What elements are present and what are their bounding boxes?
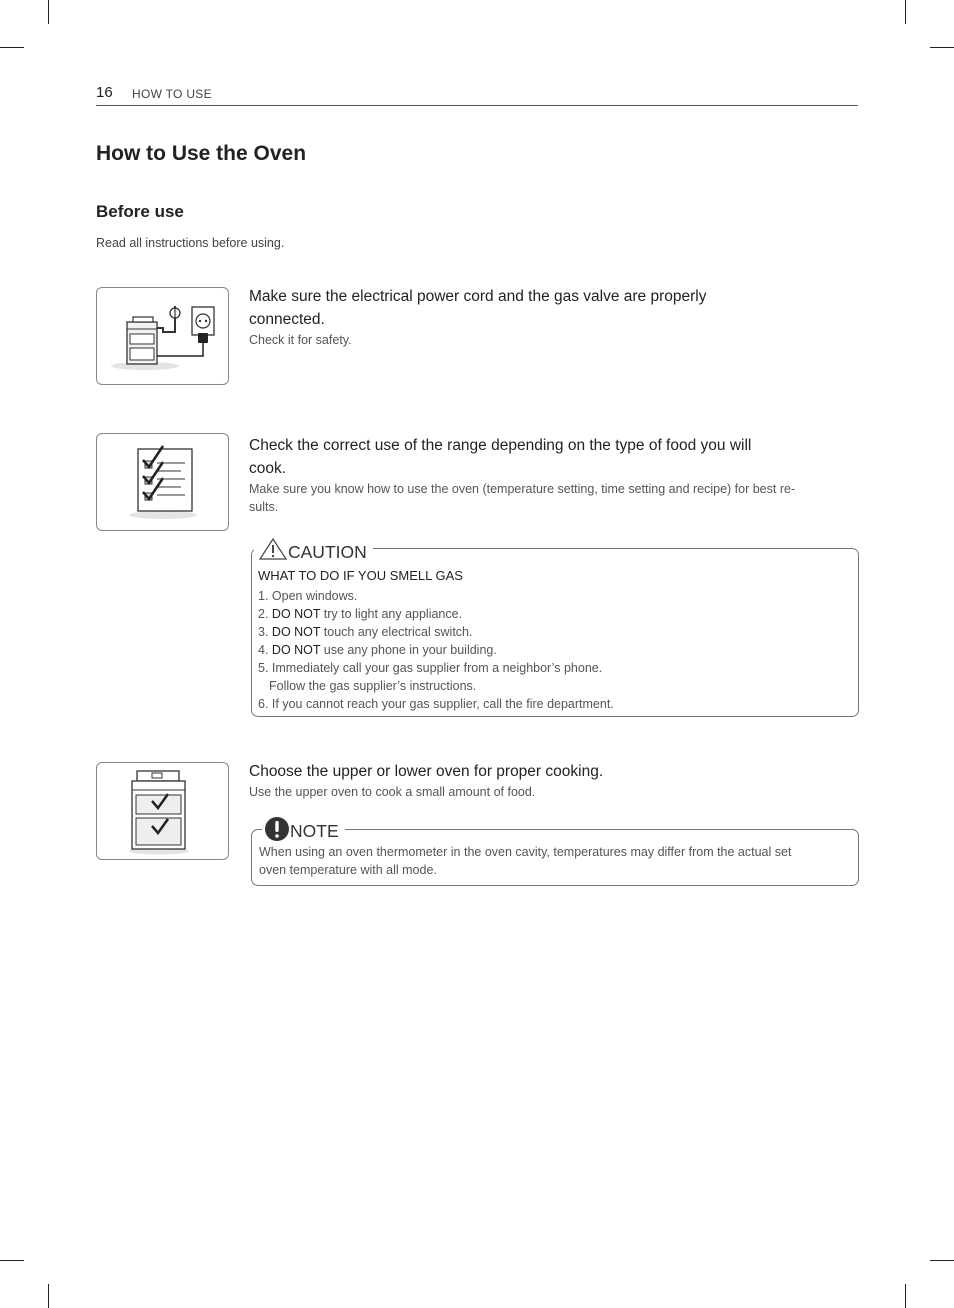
caution-item: 2. DO NOT try to light any appliance. xyxy=(258,607,463,621)
crop-mark xyxy=(48,1284,49,1308)
double-oven-check-icon xyxy=(96,762,229,860)
section-subtitle: Before use xyxy=(96,202,184,221)
caution-item: Follow the gas supplier’s instructions. xyxy=(269,679,477,693)
caution-item: 4. DO NOT use any phone in your building. xyxy=(258,643,497,657)
page-title: How to Use the Oven xyxy=(96,142,307,165)
crop-mark xyxy=(905,0,906,24)
crop-mark xyxy=(0,47,24,48)
caution-label: CAUTION xyxy=(288,542,367,562)
checklist-icon xyxy=(96,433,229,531)
warning-icon xyxy=(258,537,288,561)
page-header xyxy=(96,84,858,106)
crop-mark xyxy=(930,47,954,48)
crop-mark xyxy=(0,1260,24,1261)
step-3-body: Use the upper oven to cook a small amount of food. xyxy=(249,785,536,799)
caution-label-wrap xyxy=(254,537,373,563)
note-box xyxy=(251,821,859,886)
crop-mark xyxy=(930,1260,954,1261)
oven-power-gas-icon xyxy=(96,287,229,385)
caution-item: 5. Immediately call your gas supplier from a neighbor’s phone. xyxy=(258,661,603,675)
step-2-heading: Check the correct use of the range depending on the type of food you will cook. xyxy=(249,437,752,477)
step-3-heading: Choose the upper or lower oven for proper cooking. xyxy=(249,763,604,780)
caution-item: 6. If you cannot reach your gas supplier, call the fire department. xyxy=(258,697,614,711)
note-text: When using an oven thermometer in the oven cavity, temperatures may differ from the actual set oven temperature with all mode. xyxy=(259,845,792,877)
note-label: NOTE xyxy=(290,821,339,841)
crop-mark xyxy=(48,0,49,24)
note-label-wrap xyxy=(262,816,345,842)
section-name: HOW TO USE xyxy=(132,87,212,101)
caution-item: 3. DO NOT touch any electrical switch. xyxy=(258,625,473,639)
caution-heading: WHAT TO DO IF YOU SMELL GAS xyxy=(258,568,463,583)
exclamation-icon xyxy=(264,816,290,842)
intro-text: Read all instructions before using. xyxy=(96,236,285,250)
crop-mark xyxy=(905,1284,906,1308)
caution-item: 1. Open windows. xyxy=(258,589,358,603)
step-2-body: Make sure you know how to use the oven (temperature setting, time setting and recipe) for best re- sults. xyxy=(249,482,796,514)
step-1-body: Check it for safety. xyxy=(249,333,352,347)
page-number: 16 xyxy=(96,84,113,101)
step-1-heading: Make sure the electrical power cord and the gas valve are properly connected. xyxy=(249,288,707,328)
caution-box xyxy=(251,542,859,717)
